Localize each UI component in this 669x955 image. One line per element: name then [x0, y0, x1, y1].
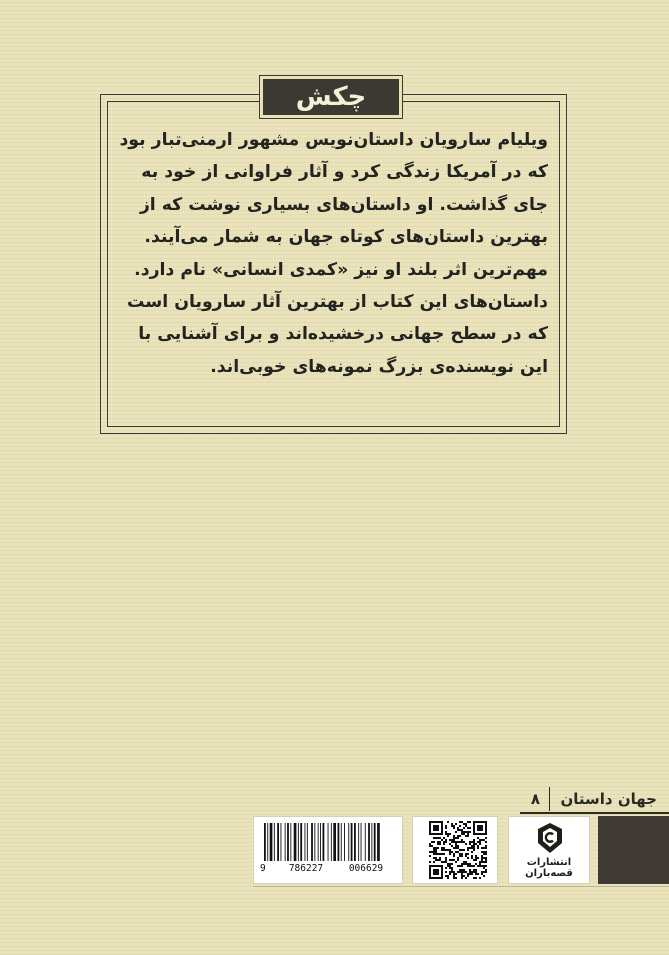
- blurb-line: ویلیام سارویان داستان‌نویس مشهور ارمنی‌تبار بود: [119, 130, 548, 150]
- blurb-line: جای گذاشت. او داستان‌های بسیاری نوشت که از: [139, 194, 548, 215]
- book-title: چکش: [295, 82, 367, 112]
- publisher-line-1: انتشارات: [526, 857, 572, 868]
- blurb: [119, 124, 548, 383]
- series-name: جهان داستان: [560, 790, 657, 808]
- barcode-icon: [263, 823, 395, 863]
- series-number: ۸: [530, 790, 540, 808]
- blurb-line: بهترین داستان‌های کوتاه جهان به شمار می‌آیند.: [144, 227, 548, 248]
- barcode-digit-prefix: 9: [260, 863, 266, 874]
- barcode-number: [260, 863, 400, 874]
- barcode-digits-right: 006629: [348, 863, 384, 874]
- publisher-panel: [508, 816, 590, 884]
- barcode-digits-left: 786227: [288, 863, 324, 874]
- publisher-line-2: قصه‌باران: [525, 868, 573, 879]
- publisher-name: [509, 857, 589, 879]
- blurb-line: این نویسنده‌ی بزرگ نمونه‌های خوبی‌اند.: [210, 356, 548, 377]
- title-label: [260, 76, 402, 118]
- series-underline: [520, 812, 669, 814]
- barcode-panel: [253, 816, 403, 884]
- series-label: [520, 787, 669, 811]
- blurb-line: داستان‌های این کتاب از بهترین آثار سارویان است: [126, 292, 548, 313]
- publisher-logo-icon: [536, 822, 564, 854]
- qr-panel: [412, 816, 498, 884]
- decorative-dark-block: [598, 816, 669, 884]
- qr-code-icon: [429, 821, 487, 879]
- blurb-line: مهم‌ترین اثر بلند او نیز «کمدی انسانی» نام دارد.: [134, 259, 548, 280]
- blurb-line: که در آمریکا زندگی کرد و آثار فراوانی از خود به: [141, 162, 548, 183]
- bottom-rule: [253, 886, 669, 887]
- blurb-line: که در سطح جهانی درخشیده‌اند و برای آشنایی با: [138, 324, 548, 345]
- series-divider: [549, 787, 551, 811]
